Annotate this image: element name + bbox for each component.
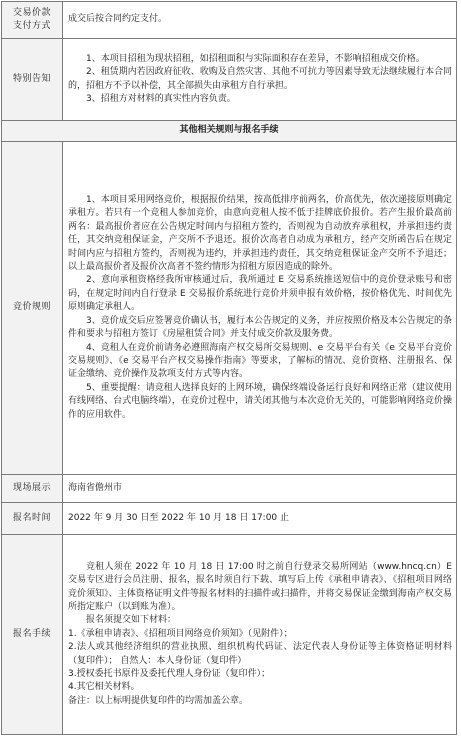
payment-value: 成交后按合同约定支付。 <box>63 2 457 39</box>
payment-label-line1: 交易价款 <box>12 7 51 18</box>
bidding-rule-paragraph: 1、本项目采用网络竞价，根据报价结果，按高低排序前两名，价高优先，依次递接原则确定承租方。若只有一个竞租人参加竞价，由意向竞租人按不低于挂牌底价报价。若产生报价最高前两名：最高报价者应在公告规定时间内与招租方签约，否则视为自动放弃承租权，并承担违约责任，其交纳竞租保证金，产交所不予退还。报价次高者自动成为承租方，经产交所函告后在规定时间内应与招租方签约，否则视为违约，并承担违约责任，其交纳竞租保证金产交所不予退还；以上最高报价者及报价次高者不签约情形为招租方原因造成的除外。 <box>68 195 452 273</box>
bidding-rule-paragraph: 2、意向承租资格经我所审核通过后，我所通过 E 交易系统推送短信中的竞价登录账号和密码，在规定时间内自行登录 E 交易报价系统进行竞价并须申报有效价格，按价格优先、时间优先原则确定承租人。 <box>68 275 452 313</box>
bidding-rules-row <box>2 142 457 475</box>
announcement-table <box>1 1 457 735</box>
special-notice-item: 1、本项目招租为现状招租，如招租面积与实际面积存在差异，不影响招租成交价格。 <box>86 53 425 64</box>
registration-time-row <box>2 503 457 535</box>
special-notice-row <box>2 39 457 121</box>
procedure-item: 4.其它相关材料。 <box>68 682 140 693</box>
bidding-rule-paragraph: 3、竞价成交后应签署竞价确认书，履行本公告规定的义务，并应按照价格及本公告规定的条件和要求与招租方签订《房屋租赁合同》并支付成交价款及服务费。 <box>68 315 452 340</box>
procedure-item: 2.法人或其他经济组织的营业执照、组织机构代码证、法定代表人身份证等主体资格证明材料（复印件）； 自然人：本人身份证（复印件） <box>68 642 452 666</box>
procedure-note: 备注：以上标明提供复印件的均需加盖公章。 <box>68 695 249 706</box>
special-notice-item: 3、招租方对材料的真实性内容负责。 <box>86 93 236 104</box>
registration-procedure-value <box>63 535 457 735</box>
site-display-label: 现场展示 <box>2 475 63 503</box>
payment-label-line2: 支付方式 <box>12 21 51 31</box>
payment-row <box>2 2 457 39</box>
payment-label <box>2 2 63 39</box>
procedure-item: 3.授权委托书原件及委托代理人身份证（复印件）； <box>68 669 271 680</box>
registration-procedure-label: 报名手续 <box>2 535 63 735</box>
procedure-list-title: 报名须提交如下材料： <box>86 615 177 626</box>
site-display-row <box>2 475 457 503</box>
registration-time-value: 2022 年 9 月 30 日至 2022 年 10 月 18 日 17:00 止 <box>63 503 457 535</box>
procedure-item: 1.《承租申请表》、《招租项目网络竞价须知》（见附件）； <box>68 628 293 639</box>
section-title: 其他相关规则与报名手续 <box>2 121 457 142</box>
special-notice-item: 2、租赁期内若因政府征收、收购及自然灾害、其他不可抗力等因素导致无法继续履行本合同的，招租方不予以补偿，其全部损失由承租方自行承担。 <box>68 67 452 91</box>
special-notice-label: 特别告知 <box>2 39 63 121</box>
bidding-rule-paragraph: 5、重要提醒：请竞租人选择良好的上网环境，确保终端设备运行良好和网络正常（建议使用有线网络、台式电脑终端），在竞价过程中，请关闭其他与本次竞价无关的，可能影响网络竞价操作的应用软件。 <box>68 382 452 420</box>
registration-time-label: 报名时间 <box>2 503 63 535</box>
bidding-rule-paragraph: 4、竞租人在竞价前请务必遵照海南产权交易所交易规则、e 交易平台有关《e 交易平台竞价交易规则》、《e 交易平台产权交易操作指南》等要求，了解标的情况、竞价资格、注册报名、保证金缴纳、竞价操作及款项支付方式等内容。 <box>68 342 452 380</box>
registration-procedure-row <box>2 535 457 735</box>
special-notice-value <box>63 39 457 121</box>
site-display-value: 海南省儋州市 <box>63 475 457 503</box>
bidding-rules-value <box>63 142 457 475</box>
bidding-rules-label: 竞价规则 <box>2 142 63 475</box>
section-title-row <box>2 121 457 142</box>
document-table-container <box>1 1 457 735</box>
procedure-intro: 竞租人须在 2022 年 10 月 18 日 17:00 时之前自行登录交易所网站（www.hncq.cn）E 交易专区进行会员注册、报名，报名时须自行下载、填写后上传《承租申请表》、《招租项目网络竞价须知》、主体资格证明文件等报名材料的扫描件或扫描件，并将交易保证金缴到海南产权交易所指定账户（以到账为准）。 <box>68 561 452 612</box>
